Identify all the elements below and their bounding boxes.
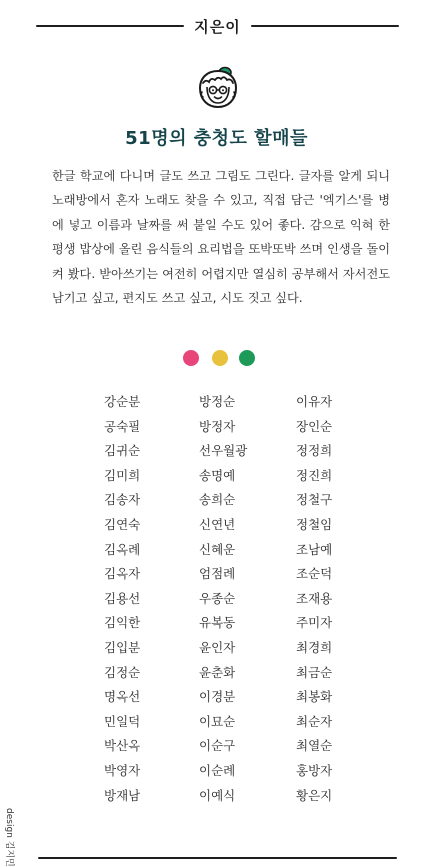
author-name: 조순덕 [296,566,333,582]
yellow-dot [212,350,228,366]
author-name: 방정순 [199,394,236,409]
author-name: 김용선 [104,590,141,606]
author-name: 이예식 [199,787,236,803]
author-name: 김연숙 [104,517,141,532]
author-name: 이경분 [199,689,236,705]
author-name: 김익한 [104,615,141,631]
author-name: 김정순 [104,664,141,680]
bottom-rule [38,857,397,859]
header-rule-right [251,25,399,27]
author-name: 정철구 [296,492,333,508]
author-name: 공숙필 [104,418,141,434]
author-name: 신혜운 [199,541,236,557]
author-name: 김옥자 [104,566,141,582]
header-rule-left [36,25,184,27]
author-name: 장인순 [296,418,333,434]
author-name: 황은지 [296,787,333,803]
author-name: 최순자 [296,713,333,729]
author-name: 윤인자 [199,640,236,655]
green-dot [239,350,255,366]
intro-paragraph: 한글 학교에 다니며 글도 쓰고 그림도 그린다. 글자를 알게 되니 노래방에서 혼자 노래도 찾을 수 있고, 직접 담근 '엑기스'를 병에 넣고 이름과 날짜를 써 붙일 수도 있어 좋다. 감으로 익혀 한평생 밥상에 올린 음식들의 요리법을 또박또박 쓰며 인생을 돌이켜 봤다. 받아쓰기는 여전히 어렵지만 열심히 공부해서 자서전도 남기고 싶고, 편지도 쓰고 싶고, 시도 짓고 싶다. [52,169,390,306]
author-name: 방정자 [199,418,236,434]
author-name: 방재남 [104,787,141,803]
pink-dot [183,350,199,366]
author-name: 최금순 [296,664,333,680]
grandma-face-icon [196,66,240,110]
author-name: 정철임 [296,517,333,532]
author-name: 박영자 [104,763,141,778]
section-title: 지은이 [194,17,241,36]
author-name: 이묘순 [199,713,236,729]
author-name: 김귀순 [104,443,141,459]
author-name: 조남예 [296,541,333,557]
page-heading: 51명의 충청도 할매들 [125,128,308,149]
author-name: 박산옥 [104,738,141,754]
author-name: 정정희 [296,443,333,459]
author-name: 선우월광 [199,443,248,459]
author-name: 강순분 [104,394,141,409]
author-name: 김송자 [104,492,141,508]
author-name: 최봉화 [296,689,333,705]
author-name: 김미희 [104,467,141,483]
design-credit-text: design 김지민 [4,808,14,867]
author-name: 최경희 [296,640,333,655]
author-name: 최열순 [296,738,333,754]
author-name: 이유자 [296,394,333,409]
author-name: 홍방자 [296,763,333,778]
author-name: 조재용 [296,590,333,606]
section-header [36,14,399,38]
author-name: 김입분 [104,640,141,655]
author-name: 명옥선 [104,689,141,705]
author-name: 주미자 [296,615,333,631]
author-name: 송희순 [199,492,236,508]
author-name: 이순례 [199,763,236,778]
author-name: 윤춘화 [199,664,236,680]
author-name: 송명예 [199,467,236,483]
author-name: 정진희 [296,467,333,483]
author-name: 엄점례 [199,566,236,582]
design-credit [4,808,18,867]
author-name: 이순구 [199,738,236,754]
author-name: 김옥례 [104,541,141,557]
author-name: 민일덕 [104,713,141,729]
author-name: 유복동 [199,615,236,631]
author-name: 신연년 [199,517,236,532]
author-name: 우종순 [199,590,236,606]
dot-divider [183,350,263,366]
